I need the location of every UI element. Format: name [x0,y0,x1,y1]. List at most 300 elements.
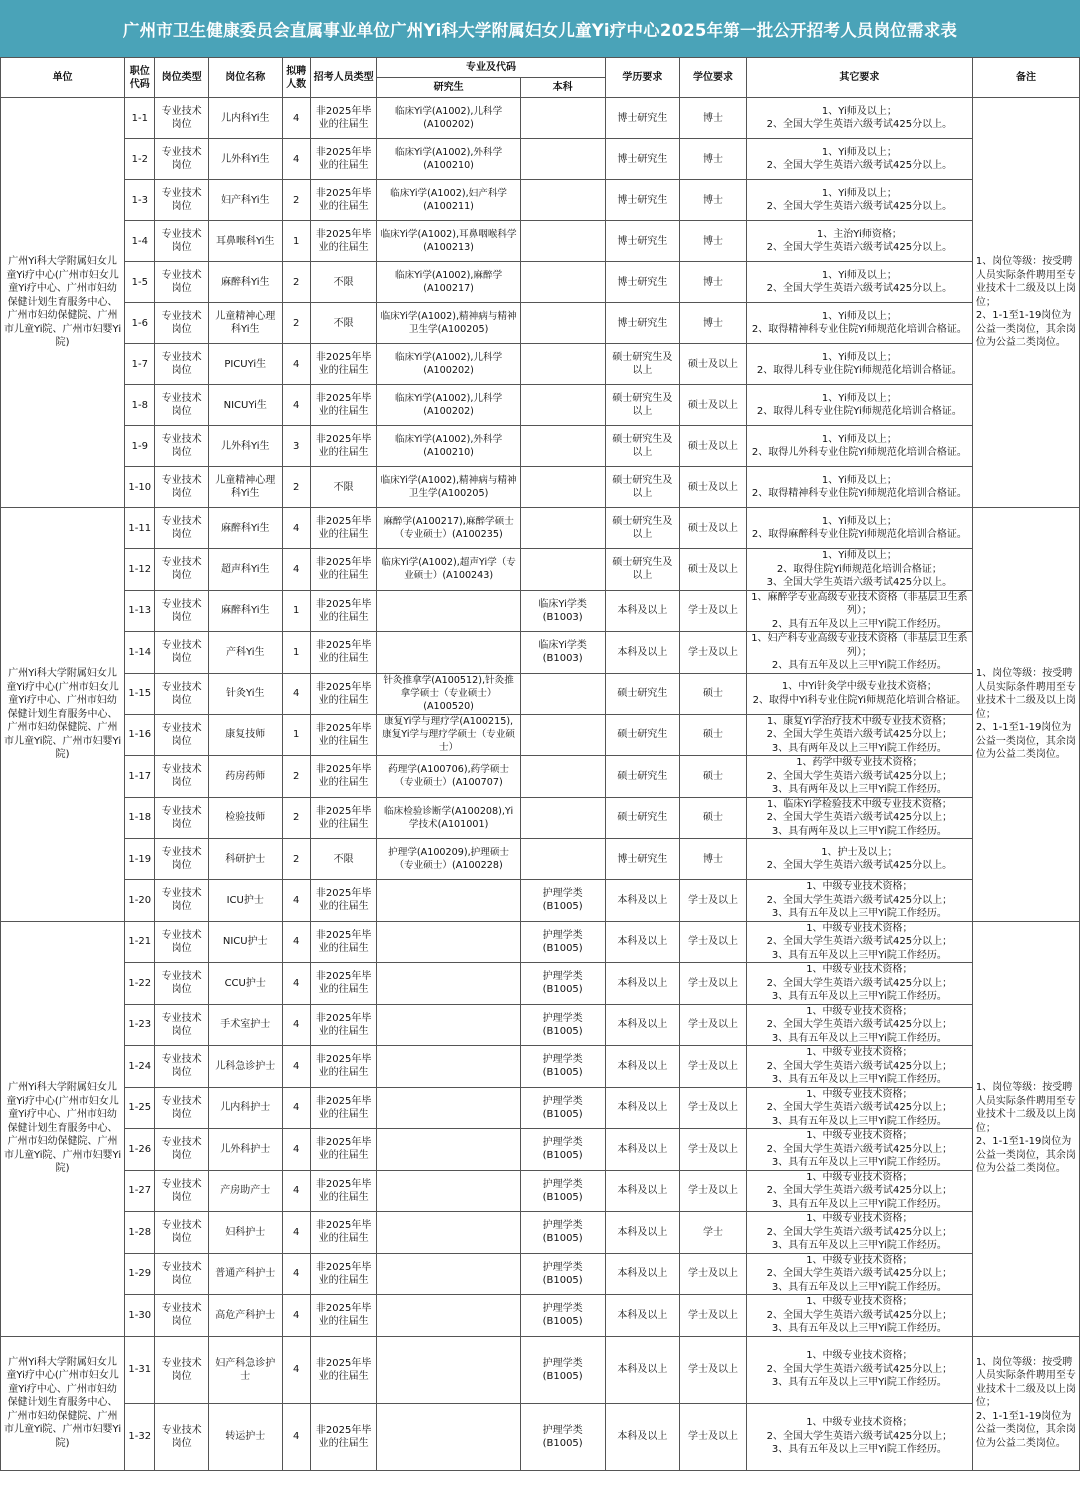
recruit-type: 非2025年毕业的往届生 [310,549,377,591]
job-code: 1-21 [125,921,155,963]
job-name: 儿科急诊护士 [208,1046,282,1088]
job-name: 康复技师 [208,714,282,756]
degree: 硕士 [680,756,747,798]
degree: 学士及以上 [680,921,747,963]
job-name: 麻醉科Yi生 [208,590,282,632]
table-row [1,1004,1080,1046]
job-name: 麻醉科Yi生 [208,508,282,549]
job-category: 专业技术岗位 [155,385,208,426]
job-category: 专业技术岗位 [155,426,208,467]
grad-major: 临床Yi学(A1002),精神病与精神卫生学(A100205) [377,467,520,508]
job-count: 2 [282,839,310,880]
unit-name: 广州Yi科大学附属妇女儿童Yi疗中心(广州市妇女儿童Yi疗中心、广州市妇幼保健计划生育服务中心、广州市妇幼保健院、广州市儿童Yi院、广州市妇婴Yi院) [1,508,125,922]
other-requirements: 1、康复Yi学治疗技术中级专业技术资格； 2、全国大学生英语六级考试425分以上； 3、具有两年及以上三甲Yi院工作经历。 [746,714,972,756]
job-name: ICU护士 [208,880,282,922]
undergrad-major [520,344,605,385]
grad-major [377,590,520,632]
job-code: 1-29 [125,1253,155,1295]
grad-major: 临床Yi学(A1002),儿科学(A100202) [377,344,520,385]
recruitment-table [0,57,1080,1471]
grad-major: 康复Yi学与理疗学(A100215),康复Yi学与理疗学硕士（专业硕士） [377,714,520,756]
other-requirements: 1、妇产科专业高级专业技术资格（非基层卫生系列）； 2、具有五年及以上三甲Yi院工作经历。 [746,632,972,674]
job-name: 儿外科护士 [208,1129,282,1171]
header-unit: 单位 [1,58,125,98]
education: 博士研究生 [605,221,680,262]
job-category: 专业技术岗位 [155,1004,208,1046]
education: 本科及以上 [605,921,680,963]
grad-major [377,1253,520,1295]
remark: 1、岗位等级：按受聘人员实际条件聘用至专业技术十二级及以上岗位； 2、1-1至1-19岗位为公益一类岗位，其余岗位为公益二类岗位。 [972,1336,1079,1470]
header-category: 岗位类型 [155,58,208,98]
grad-major: 临床Yi学(A1002),妇产科学(A100211) [377,180,520,221]
grad-major: 临床检验诊断学(A100208),Yi学技术(A101001) [377,797,520,839]
grad-major [377,1046,520,1088]
undergrad-major [520,180,605,221]
table-row [1,508,1080,549]
degree: 硕士 [680,673,747,714]
table-row [1,921,1080,963]
undergrad-major [520,262,605,303]
header-undergrad: 本科 [520,78,605,98]
recruit-type: 非2025年毕业的往届生 [310,714,377,756]
job-category: 专业技术岗位 [155,756,208,798]
table-row [1,1253,1080,1295]
undergrad-major: 护理学类(B1005) [520,963,605,1005]
undergrad-major: 护理学类(B1005) [520,1046,605,1088]
other-requirements: 1、中级专业技术资格； 2、全国大学生英语六级考试425分以上； 3、具有五年及以上三甲Yi院工作经历。 [746,963,972,1005]
education: 硕士研究生及以上 [605,467,680,508]
table-row [1,756,1080,798]
grad-major: 临床Yi学(A1002),超声Yi学（专业硕士）(A100243) [377,549,520,591]
other-requirements: 1、中级专业技术资格； 2、全国大学生英语六级考试425分以上； 3、具有五年及以上三甲Yi院工作经历。 [746,1295,972,1337]
recruit-type: 非2025年毕业的往届生 [310,508,377,549]
other-requirements: 1、中级专业技术资格； 2、全国大学生英语六级考试425分以上； 3、具有五年及以上三甲Yi院工作经历。 [746,1129,972,1171]
table-row [1,797,1080,839]
recruit-type: 非2025年毕业的往届生 [310,1403,377,1470]
undergrad-major: 护理学类(B1005) [520,1087,605,1129]
education: 博士研究生 [605,180,680,221]
table-row [1,426,1080,467]
job-category: 专业技术岗位 [155,508,208,549]
header-count: 拟聘人数 [282,58,310,98]
job-count: 4 [282,1212,310,1254]
education: 本科及以上 [605,1170,680,1212]
job-code: 1-25 [125,1087,155,1129]
undergrad-major: 临床Yi学类(B1003) [520,590,605,632]
table-row [1,632,1080,674]
education: 博士研究生 [605,262,680,303]
job-count: 4 [282,1046,310,1088]
job-count: 4 [282,1087,310,1129]
job-category: 专业技术岗位 [155,590,208,632]
table-row [1,1046,1080,1088]
degree: 学士及以上 [680,963,747,1005]
job-name: 针灸Yi生 [208,673,282,714]
job-name: 麻醉科Yi生 [208,262,282,303]
other-requirements: 1、中级专业技术资格； 2、全国大学生英语六级考试425分以上； 3、具有五年及以上三甲Yi院工作经历。 [746,1004,972,1046]
other-requirements: 1、Yi师及以上； 2、取得住院Yi师规范化培训合格证； 3、全国大学生英语六级考试425分以上。 [746,549,972,591]
recruit-type: 非2025年毕业的往届生 [310,880,377,922]
degree: 学士及以上 [680,1295,747,1337]
grad-major: 药理学(A100706),药学硕士（专业硕士）(A100707) [377,756,520,798]
job-name: 转运护士 [208,1403,282,1470]
grad-major [377,880,520,922]
recruit-type: 非2025年毕业的往届生 [310,963,377,1005]
job-name: 儿外科Yi生 [208,426,282,467]
job-name: 儿内科Yi生 [208,98,282,139]
degree: 学士及以上 [680,632,747,674]
job-code: 1-22 [125,963,155,1005]
table-row [1,1129,1080,1171]
job-name: PICUYi生 [208,344,282,385]
recruit-type: 非2025年毕业的往届生 [310,1253,377,1295]
job-code: 1-2 [125,139,155,180]
job-name: 妇产科Yi生 [208,180,282,221]
job-code: 1-6 [125,303,155,344]
table-row [1,1295,1080,1337]
other-requirements: 1、中级专业技术资格； 2、全国大学生英语六级考试425分以上； 3、具有五年及以上三甲Yi院工作经历。 [746,921,972,963]
table-row [1,98,1080,139]
recruit-type: 非2025年毕业的往届生 [310,921,377,963]
undergrad-major: 护理学类(B1005) [520,921,605,963]
job-count: 3 [282,426,310,467]
undergrad-major: 护理学类(B1005) [520,1253,605,1295]
grad-major [377,1336,520,1403]
job-category: 专业技术岗位 [155,1046,208,1088]
recruit-type: 非2025年毕业的往届生 [310,1129,377,1171]
education: 硕士研究生及以上 [605,549,680,591]
other-requirements: 1、Yi师及以上； 2、取得儿科专业住院Yi师规范化培训合格证。 [746,344,972,385]
recruit-type: 不限 [310,467,377,508]
other-requirements: 1、Yi师及以上； 2、全国大学生英语六级考试425分以上。 [746,180,972,221]
other-requirements: 1、中级专业技术资格； 2、全国大学生英语六级考试425分以上； 3、具有五年及以上三甲Yi院工作经历。 [746,1170,972,1212]
job-count: 1 [282,714,310,756]
degree: 学士及以上 [680,1253,747,1295]
job-category: 专业技术岗位 [155,1336,208,1403]
job-code: 1-15 [125,673,155,714]
job-category: 专业技术岗位 [155,1212,208,1254]
job-category: 专业技术岗位 [155,303,208,344]
other-requirements: 1、Yi师及以上； 2、取得精神科专业住院Yi师规范化培训合格证。 [746,467,972,508]
job-category: 专业技术岗位 [155,673,208,714]
grad-major: 临床Yi学(A1002),精神病与精神卫生学(A100205) [377,303,520,344]
job-code: 1-20 [125,880,155,922]
grad-major [377,1087,520,1129]
job-name: 超声科Yi生 [208,549,282,591]
degree: 博士 [680,98,747,139]
job-category: 专业技术岗位 [155,632,208,674]
job-name: NICUYi生 [208,385,282,426]
table-row [1,262,1080,303]
recruit-type: 非2025年毕业的往届生 [310,632,377,674]
degree: 硕士及以上 [680,344,747,385]
job-category: 专业技术岗位 [155,221,208,262]
recruit-type: 非2025年毕业的往届生 [310,590,377,632]
unit-name: 广州Yi科大学附属妇女儿童Yi疗中心(广州市妇女儿童Yi疗中心、广州市妇幼保健计划生育服务中心、广州市妇幼保健院、广州市儿童Yi院、广州市妇婴Yi院) [1,921,125,1336]
table-row [1,1170,1080,1212]
job-category: 专业技术岗位 [155,549,208,591]
job-count: 4 [282,549,310,591]
grad-major: 麻醉学(A100217),麻醉学硕士（专业硕士）(A100235) [377,508,520,549]
table-row [1,963,1080,1005]
job-count: 4 [282,673,310,714]
degree: 学士及以上 [680,880,747,922]
job-count: 2 [282,797,310,839]
grad-major [377,963,520,1005]
job-category: 专业技术岗位 [155,714,208,756]
degree: 博士 [680,303,747,344]
undergrad-major: 护理学类(B1005) [520,1129,605,1171]
recruit-type: 非2025年毕业的往届生 [310,385,377,426]
job-name: 普通产科护士 [208,1253,282,1295]
grad-major [377,1403,520,1470]
job-category: 专业技术岗位 [155,98,208,139]
undergrad-major [520,467,605,508]
header-grad: 研究生 [377,78,520,98]
job-name: 耳鼻喉科Yi生 [208,221,282,262]
recruit-type: 非2025年毕业的往届生 [310,673,377,714]
job-name: 产科Yi生 [208,632,282,674]
job-category: 专业技术岗位 [155,1403,208,1470]
table-row [1,1087,1080,1129]
recruit-type: 非2025年毕业的往届生 [310,344,377,385]
degree: 硕士及以上 [680,508,747,549]
job-count: 2 [282,180,310,221]
job-count: 4 [282,1403,310,1470]
job-code: 1-7 [125,344,155,385]
other-requirements: 1、中级专业技术资格； 2、全国大学生英语六级考试425分以上； 3、具有五年及以上三甲Yi院工作经历。 [746,880,972,922]
grad-major: 临床Yi学(A1002),儿科学(A100202) [377,385,520,426]
recruit-type: 不限 [310,262,377,303]
other-requirements: 1、主治Yi师资格； 2、全国大学生英语六级考试425分以上。 [746,221,972,262]
job-count: 4 [282,98,310,139]
table-row [1,467,1080,508]
education: 硕士研究生 [605,714,680,756]
education: 本科及以上 [605,1087,680,1129]
job-code: 1-10 [125,467,155,508]
grad-major [377,1004,520,1046]
other-requirements: 1、中级专业技术资格； 2、全国大学生英语六级考试425分以上； 3、具有五年及以上三甲Yi院工作经历。 [746,1403,972,1470]
job-code: 1-16 [125,714,155,756]
recruit-type: 非2025年毕业的往届生 [310,1295,377,1337]
degree: 学士及以上 [680,1129,747,1171]
other-requirements: 1、麻醉学专业高级专业技术资格（非基层卫生系列）； 2、具有五年及以上三甲Yi院工作经历。 [746,590,972,632]
job-count: 4 [282,508,310,549]
job-code: 1-27 [125,1170,155,1212]
education: 本科及以上 [605,1212,680,1254]
education: 本科及以上 [605,963,680,1005]
education: 博士研究生 [605,98,680,139]
job-count: 4 [282,385,310,426]
grad-major [377,1295,520,1337]
job-category: 专业技术岗位 [155,797,208,839]
recruit-type: 非2025年毕业的往届生 [310,1336,377,1403]
job-code: 1-4 [125,221,155,262]
job-category: 专业技术岗位 [155,1170,208,1212]
header-degree: 学位要求 [680,58,747,98]
job-name: CCU护士 [208,963,282,1005]
other-requirements: 1、中Yi针灸学中级专业技术资格； 2、取得中Yi科专业住院Yi师规范化培训合格证。 [746,673,972,714]
table-row [1,880,1080,922]
education: 本科及以上 [605,1403,680,1470]
education: 硕士研究生 [605,756,680,798]
grad-major: 临床Yi学(A1002),耳鼻咽喉科学(A100213) [377,221,520,262]
education: 本科及以上 [605,1253,680,1295]
job-name: 妇科护士 [208,1212,282,1254]
other-requirements: 1、中级专业技术资格； 2、全国大学生英语六级考试425分以上； 3、具有五年及以上三甲Yi院工作经历。 [746,1087,972,1129]
job-code: 1-14 [125,632,155,674]
table-row [1,590,1080,632]
other-requirements: 1、护士及以上； 2、全国大学生英语六级考试425分以上。 [746,839,972,880]
job-code: 1-18 [125,797,155,839]
job-name: 产房助产士 [208,1170,282,1212]
page-title: 广州市卫生健康委员会直属事业单位广州Yi科大学附属妇女儿童Yi疗中心2025年第一批公开招考人员岗位需求表 [0,0,1080,57]
degree: 博士 [680,839,747,880]
undergrad-major [520,139,605,180]
grad-major: 针灸推拿学(A100512),针灸推拿学硕士（专业硕士）(A100520) [377,673,520,714]
job-count: 4 [282,963,310,1005]
grad-major: 临床Yi学(A1002),外科学(A100210) [377,139,520,180]
job-count: 1 [282,632,310,674]
other-requirements: 1、Yi师及以上； 2、全国大学生英语六级考试425分以上。 [746,262,972,303]
job-code: 1-24 [125,1046,155,1088]
grad-major [377,1170,520,1212]
unit-name: 广州Yi科大学附属妇女儿童Yi疗中心(广州市妇女儿童Yi疗中心、广州市妇幼保健计划生育服务中心、广州市妇幼保健院、广州市儿童Yi院、广州市妇婴Yi院) [1,1336,125,1470]
unit-name: 广州Yi科大学附属妇女儿童Yi疗中心(广州市妇女儿童Yi疗中心、广州市妇幼保健计划生育服务中心、广州市妇幼保健院、广州市儿童Yi院、广州市妇婴Yi院) [1,98,125,508]
job-code: 1-32 [125,1403,155,1470]
table-row [1,303,1080,344]
other-requirements: 1、Yi师及以上； 2、全国大学生英语六级考试425分以上。 [746,139,972,180]
undergrad-major [520,98,605,139]
education: 博士研究生 [605,139,680,180]
table-row [1,221,1080,262]
remark: 1、岗位等级：按受聘人员实际条件聘用至专业技术十二级及以上岗位； 2、1-1至1-19岗位为公益一类岗位，其余岗位为公益二类岗位。 [972,508,1079,922]
education: 硕士研究生及以上 [605,426,680,467]
education: 本科及以上 [605,1295,680,1337]
job-code: 1-11 [125,508,155,549]
recruit-type: 非2025年毕业的往届生 [310,1212,377,1254]
job-count: 2 [282,303,310,344]
job-code: 1-26 [125,1129,155,1171]
education: 硕士研究生 [605,673,680,714]
job-code: 1-28 [125,1212,155,1254]
degree: 硕士及以上 [680,549,747,591]
undergrad-major [520,303,605,344]
degree: 学士及以上 [680,1336,747,1403]
degree: 学士及以上 [680,1087,747,1129]
job-code: 1-9 [125,426,155,467]
education: 博士研究生 [605,839,680,880]
recruit-type: 非2025年毕业的往届生 [310,1087,377,1129]
degree: 学士 [680,1212,747,1254]
table-row [1,1336,1080,1403]
job-category: 专业技术岗位 [155,180,208,221]
job-count: 4 [282,1004,310,1046]
job-count: 4 [282,880,310,922]
recruit-type: 不限 [310,839,377,880]
degree: 硕士及以上 [680,467,747,508]
grad-major [377,632,520,674]
job-code: 1-5 [125,262,155,303]
header-remark: 备注 [972,58,1079,98]
job-count: 1 [282,590,310,632]
job-count: 4 [282,344,310,385]
degree: 博士 [680,180,747,221]
undergrad-major: 护理学类(B1005) [520,1004,605,1046]
recruit-type: 不限 [310,303,377,344]
table-row [1,549,1080,591]
education: 博士研究生 [605,303,680,344]
grad-major: 临床Yi学(A1002),儿科学(A100202) [377,98,520,139]
recruit-type: 非2025年毕业的往届生 [310,221,377,262]
job-category: 专业技术岗位 [155,467,208,508]
header-edu: 学历要求 [605,58,680,98]
education: 本科及以上 [605,632,680,674]
other-requirements: 1、Yi师及以上； 2、取得儿外科专业住院Yi师规范化培训合格证。 [746,426,972,467]
table-row [1,1212,1080,1254]
job-name: 手术室护士 [208,1004,282,1046]
recruit-type: 非2025年毕业的往届生 [310,180,377,221]
recruit-type: 非2025年毕业的往届生 [310,139,377,180]
grad-major: 临床Yi学(A1002),麻醉学(A100217) [377,262,520,303]
grad-major: 临床Yi学(A1002),外科学(A100210) [377,426,520,467]
header-name: 岗位名称 [208,58,282,98]
grad-major [377,921,520,963]
job-name: 儿外科Yi生 [208,139,282,180]
job-category: 专业技术岗位 [155,1087,208,1129]
job-count: 4 [282,1170,310,1212]
job-name: 检验技师 [208,797,282,839]
degree: 学士及以上 [680,1170,747,1212]
header-type: 招考人员类型 [310,58,377,98]
degree: 学士及以上 [680,1403,747,1470]
undergrad-major: 护理学类(B1005) [520,1336,605,1403]
undergrad-major [520,756,605,798]
recruit-type: 非2025年毕业的往届生 [310,98,377,139]
table-row [1,1403,1080,1470]
degree: 博士 [680,262,747,303]
other-requirements: 1、药学中级专业技术资格； 2、全国大学生英语六级考试425分以上； 3、具有两年及以上三甲Yi院工作经历。 [746,756,972,798]
degree: 博士 [680,221,747,262]
education: 硕士研究生 [605,797,680,839]
job-category: 专业技术岗位 [155,921,208,963]
job-count: 4 [282,921,310,963]
undergrad-major [520,714,605,756]
job-code: 1-8 [125,385,155,426]
undergrad-major: 护理学类(B1005) [520,1170,605,1212]
degree: 硕士及以上 [680,426,747,467]
recruit-type: 非2025年毕业的往届生 [310,1004,377,1046]
recruit-type: 非2025年毕业的往届生 [310,797,377,839]
undergrad-major [520,673,605,714]
job-count: 4 [282,1253,310,1295]
grad-major [377,1212,520,1254]
job-code: 1-23 [125,1004,155,1046]
other-requirements: 1、中级专业技术资格； 2、全国大学生英语六级考试425分以上； 3、具有五年及以上三甲Yi院工作经历。 [746,1046,972,1088]
job-category: 专业技术岗位 [155,344,208,385]
job-category: 专业技术岗位 [155,139,208,180]
undergrad-major: 护理学类(B1005) [520,1403,605,1470]
other-requirements: 1、临床Yi学检验技术中级专业技术资格； 2、全国大学生英语六级考试425分以上； 3、具有两年及以上三甲Yi院工作经历。 [746,797,972,839]
other-requirements: 1、中级专业技术资格； 2、全国大学生英语六级考试425分以上； 3、具有五年及以上三甲Yi院工作经历。 [746,1336,972,1403]
job-category: 专业技术岗位 [155,1295,208,1337]
undergrad-major [520,221,605,262]
recruit-type: 非2025年毕业的往届生 [310,1170,377,1212]
undergrad-major [520,839,605,880]
job-category: 专业技术岗位 [155,1129,208,1171]
degree: 博士 [680,139,747,180]
job-name: 药房药师 [208,756,282,798]
